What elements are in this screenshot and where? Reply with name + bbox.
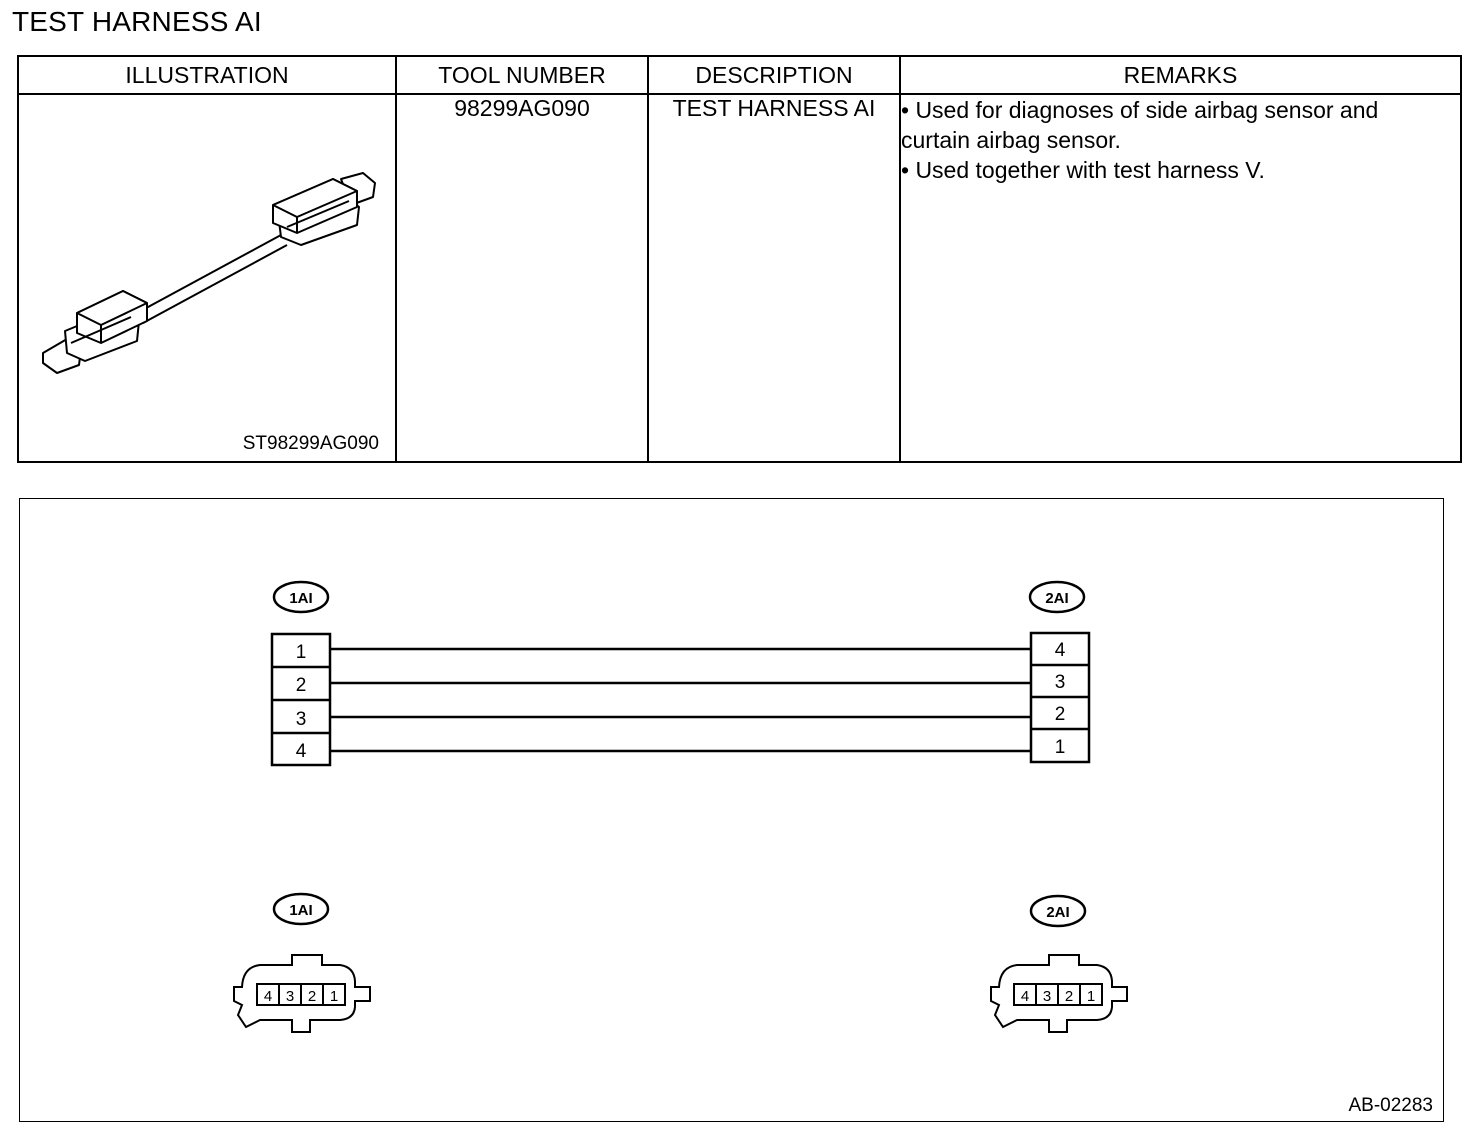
face-left-pin: 2 xyxy=(307,988,317,1005)
face-right-pin: 1 xyxy=(1086,988,1096,1005)
svg-text:2AI: 2AI xyxy=(1046,904,1070,921)
svg-text:1AI: 1AI xyxy=(289,590,313,607)
header-illustration: ILLUSTRATION xyxy=(18,56,396,94)
tool-number-cell: 98299AG090 xyxy=(396,94,648,462)
illustration-code: ST98299AG090 xyxy=(242,433,379,454)
svg-text:1AI: 1AI xyxy=(289,902,313,919)
face-left-pin: 4 xyxy=(263,988,273,1005)
face-right-connector xyxy=(991,955,1127,1032)
face-left-pin: 3 xyxy=(285,988,295,1005)
harness-cable xyxy=(137,235,287,323)
harness-wires xyxy=(330,649,1031,751)
harness-right-connector xyxy=(273,173,375,245)
wiring-diagram-canvas xyxy=(20,499,1445,1123)
svg-text:2AI: 2AI xyxy=(1045,590,1069,607)
connector-left-pins xyxy=(272,634,330,765)
harness-left-connector xyxy=(43,291,147,373)
face-left-label xyxy=(274,894,328,924)
description-cell: TEST HARNESS AI xyxy=(648,94,900,462)
table-row xyxy=(18,94,1461,462)
page-title: TEST HARNESS AI xyxy=(12,6,262,37)
wiring-diagram xyxy=(19,498,1444,1122)
connector-right-pins xyxy=(1031,633,1089,762)
figure-code: AB-02283 xyxy=(1348,1095,1433,1116)
table-header-row xyxy=(18,56,1461,94)
left-pin: 3 xyxy=(295,709,307,730)
right-pin: 1 xyxy=(1054,737,1066,758)
left-pin: 4 xyxy=(295,741,307,762)
right-pin: 4 xyxy=(1054,640,1066,661)
face-right-label xyxy=(1031,896,1085,926)
header-remarks: REMARKS xyxy=(900,56,1461,94)
face-right-pin: 2 xyxy=(1064,988,1074,1005)
left-pin: 1 xyxy=(295,642,307,663)
face-left-connector xyxy=(234,955,370,1032)
connector-right-label xyxy=(1030,582,1084,612)
header-tool-number: TOOL NUMBER xyxy=(396,56,648,94)
connector-left-label xyxy=(274,582,328,612)
right-pin: 3 xyxy=(1054,672,1066,693)
remark-line-1: • Used for diagnoses of side airbag sensor and xyxy=(901,97,1379,123)
right-pin: 2 xyxy=(1054,704,1066,725)
tool-table xyxy=(17,55,1462,463)
header-description: DESCRIPTION xyxy=(648,56,900,94)
test-harness-illustration xyxy=(19,95,395,463)
remarks-cell xyxy=(900,94,1461,462)
remark-line-2: curtain airbag sensor. xyxy=(901,127,1121,153)
left-pin: 2 xyxy=(295,675,307,696)
face-right-pin: 4 xyxy=(1020,988,1030,1005)
face-left-pin: 1 xyxy=(329,988,339,1005)
remark-line-3: • Used together with test harness V. xyxy=(901,157,1265,183)
face-right-pin: 3 xyxy=(1042,988,1052,1005)
illustration-cell xyxy=(18,94,396,462)
